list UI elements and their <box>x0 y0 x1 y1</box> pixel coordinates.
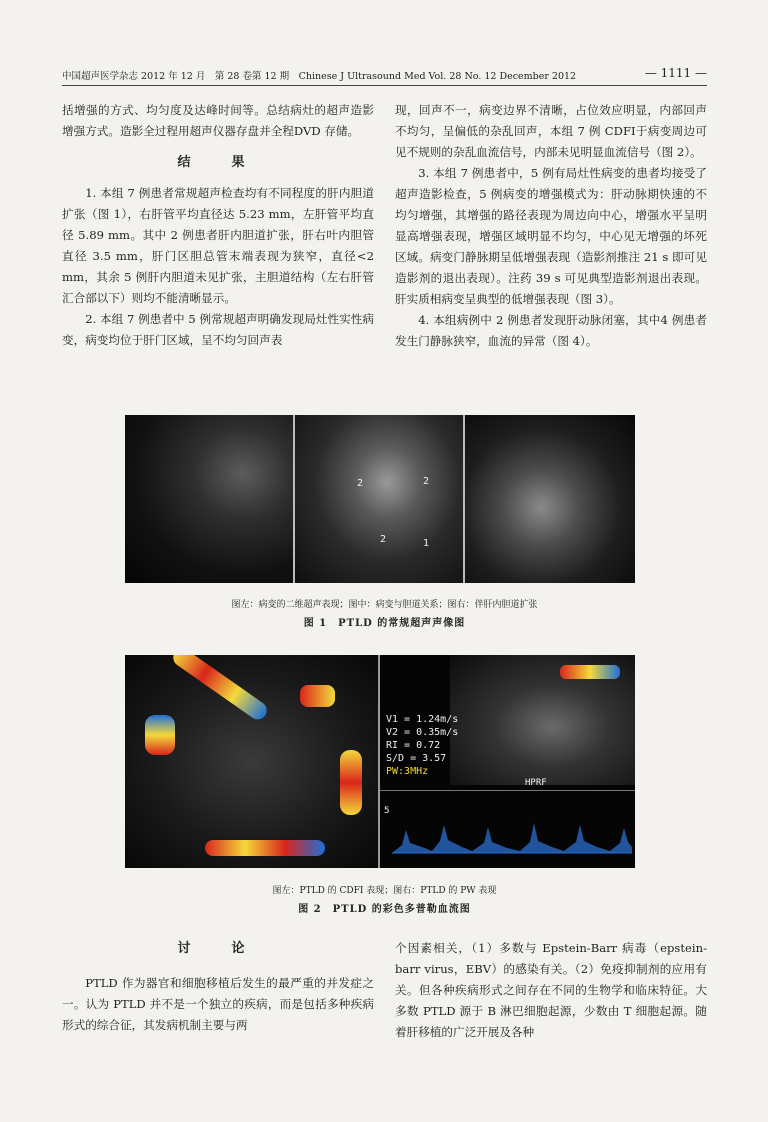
doppler-flow-band <box>170 655 270 723</box>
figure-2-pw-panel <box>380 655 635 868</box>
spectrum-envelope <box>392 823 632 853</box>
page-number: — 1111 — <box>644 66 707 80</box>
figure-1-panel-middle <box>295 415 463 583</box>
discussion-right-column <box>395 938 707 1043</box>
figure-1-marker-4: 1 <box>423 538 430 549</box>
left-paragraph-3: 2. 本组 7 例患者中 5 例常规超声明确发现局灶性实性病变，病变均位于肝门区域，呈不均匀回声表 <box>62 312 374 347</box>
right-column <box>395 100 707 352</box>
results-heading: 结 果 <box>177 155 259 170</box>
discussion-right-paragraph: 个因素相关，（1）多数与 Epstein-Barr 病毒（epstein-barr virus，EBV）的感染有关。（2）免疫抑制剂的应用有关。但各种疾病形式之间存在不同的生物学和临床特征。大多数 PTLD 源于 B 淋巴细胞起源，少数由 T 细胞起源。随着肝移植的广泛开展及各种 <box>395 941 707 1039</box>
figure-1-divider-2 <box>463 415 465 583</box>
left-paragraph-2: 1. 本组 7 例患者常规超声检查均有不同程度的肝内胆道扩张（图 1），右肝管平均直径达 5.23 mm，左肝管平均直径 5.89 mm。其中 2 例患者肝内胆道扩张，肝右叶内胆管直径 3.5 mm，肝门区胆总管末端表现为狭窄，直径<2 mm，其余 5 例肝内胆道未见扩张，主胆道结构（左右肝管汇合部以下）则均不能清晰显示。 <box>62 186 374 305</box>
right-paragraph-3: 4. 本组病例中 2 例患者发现肝动脉闭塞，其中4 例患者发生门静脉狭窄，血流的异常（图 4）。 <box>395 313 707 348</box>
left-column <box>62 100 374 351</box>
figure-1-title: 图 1 PTLD 的常规超声声像图 <box>303 618 466 629</box>
doppler-flow-band <box>340 750 362 815</box>
header-rule <box>62 85 707 86</box>
right-paragraph-1: 现，回声不一，病变边界不清晰，占位效应明显，内部回声不均匀，呈偏低的杂乱回声，本组 7 例 CDFI于病变周边可见不规则的杂乱血流信号，内部未见明显血流信号（图 2）。 <box>395 103 707 159</box>
readout-v1: V1 = 1.24m/s <box>386 714 459 725</box>
spectrum-divider <box>380 790 635 791</box>
doppler-flow-band <box>300 685 335 707</box>
figure-2-cdfi-panel <box>125 655 378 868</box>
discussion-left-paragraph: PTLD 作为器官和细胞移植后发生的最严重的并发症之一。认为 PTLD 并不是一个独立的疾病，而是包括多种疾病形式的综合征，其发病机制主要与两 <box>62 976 374 1032</box>
pw-readout <box>386 713 458 778</box>
figure-1-image <box>125 415 635 583</box>
discussion-heading: 讨 论 <box>177 941 259 956</box>
journal-info: 中国超声医学杂志 2012 年 12 月 第 28 卷第 12 期 Chinese J Ultrasound Med Vol. 28 No. 12 December 2012 <box>62 71 577 82</box>
hprf-label: HPRF <box>525 778 547 788</box>
figure-1-divider <box>293 415 295 583</box>
figure-2-title: 图 2 PTLD 的彩色多普勒血流图 <box>298 904 471 915</box>
readout-pw: PW:3MHz <box>386 766 429 777</box>
right-paragraph-2: 3. 本组 7 例患者中，5 例有局灶性病变的患者均接受了超声造影检查，5 例病变的增强模式为：肝动脉期快速的不均匀增强，其增强的路径表现为周边向中心，增强水平呈明显高增强表现，增强区域明显不均匀，中心见无增强的坏死区域。病变门静脉期呈低增强表现（造影剂推注 21 s 即可见造影剂的退出表现）。注药 39 s 可见典型造影剂退出表现。肝实质相病变呈典型的低增强表现（图 3）。 <box>395 166 707 306</box>
doppler-flow-band <box>560 665 620 679</box>
figure-1-marker-2: 2 <box>357 478 364 489</box>
figure-1-marker-3: 2 <box>380 534 387 545</box>
velocity-scale-label: 5 <box>384 806 390 816</box>
readout-sd: S/D = 3.57 <box>386 753 447 764</box>
left-paragraph-1: 括增强的方式、均匀度及达峰时间等。总结病灶的超声造影增强方式。造影全过程用超声仪器存盘并全程DVD 存储。 <box>62 103 374 138</box>
readout-v2: V2 = 0.35m/s <box>386 727 459 738</box>
figure-1-marker-1: 2 <box>423 476 430 487</box>
doppler-flow-band <box>145 715 175 755</box>
figure-2-image <box>125 655 635 868</box>
figure-1-panel-left <box>125 415 293 583</box>
discussion-left-column <box>62 938 374 1036</box>
running-header <box>62 68 707 84</box>
figure-1-caption: 图左：病变的二维超声表现；图中：病变与胆道关系；图右：伴肝内胆道扩张 <box>231 600 538 610</box>
doppler-flow-band <box>205 840 325 856</box>
figure-1-panel-right <box>465 415 635 583</box>
pw-spectrum-waveform <box>392 795 632 865</box>
figure-2-caption: 图左：PTLD 的 CDFI 表现；图右：PTLD 的 PW 表现 <box>272 886 497 896</box>
readout-ri: RI = 0.72 <box>386 740 441 751</box>
